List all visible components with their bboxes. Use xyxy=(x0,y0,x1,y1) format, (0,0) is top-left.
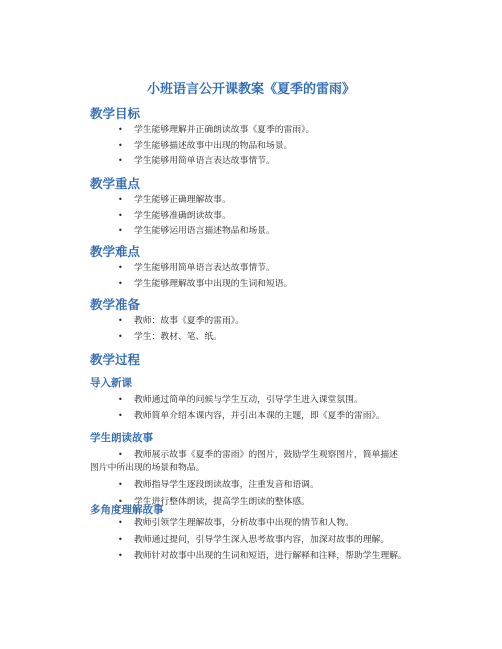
bullet-icon: • xyxy=(118,332,123,341)
bullet-icon: • xyxy=(118,535,123,544)
list-item-text: 学生能够准确朗读故事。 xyxy=(134,211,231,221)
list-item-text: 学生能够理解并正确朗读故事《夏季的雷雨》。 xyxy=(134,125,315,135)
bullet-icon: • xyxy=(118,497,123,506)
list-item-text: 教师简单介绍本课内容，并引出本课的主题，即《夏季的雷雨》。 xyxy=(134,411,385,421)
bullet-icon: • xyxy=(118,226,123,235)
subheading-reading: 学生朗读故事 xyxy=(90,432,153,444)
bullet-icon: • xyxy=(118,551,123,560)
list-item-text: 学生能够用简单语言表达故事情节。 xyxy=(134,263,275,273)
list-item-text: 教师针对故事中出现的生词和短语，进行解释和注释，帮助学生理解。 xyxy=(134,551,407,561)
heading-process: 教学过程 xyxy=(90,352,141,367)
list-item-text: 学生进行整体朗读，提高学生朗读的整体感。 xyxy=(134,497,310,507)
subheading-intro: 导入新课 xyxy=(90,377,132,389)
list-item-text: 学生能够描述故事中出现的物品和场景。 xyxy=(134,141,293,151)
bullet-icon: • xyxy=(118,450,123,459)
bullet-icon: • xyxy=(118,395,123,404)
bullet-icon: • xyxy=(118,279,123,288)
heading-preparation: 教学准备 xyxy=(90,297,141,312)
bullet-icon: • xyxy=(118,263,123,272)
list-item-text: 学生能够运用语言描述物品和场景。 xyxy=(134,226,275,236)
subheading-understanding: 多角度理解故事 xyxy=(90,504,164,516)
list-item-text: 教师展示故事《夏季的雷雨》的图片，鼓励学生观察图片，简单描述 xyxy=(134,450,398,460)
document-title: 小班语言公开课教案《夏季的雷雨》 xyxy=(146,82,355,97)
list-item-text: 教师通过提问，引导学生深入思考故事内容，加深对故事的理解。 xyxy=(134,535,390,545)
bullet-icon: • xyxy=(118,211,123,220)
bullet-icon: • xyxy=(118,195,123,204)
bullet-icon: • xyxy=(118,156,123,165)
list-item-text: 教师：故事《夏季的雷雨》。 xyxy=(134,316,244,326)
heading-keypoints: 教学重点 xyxy=(90,176,141,191)
list-item-text: 教师引领学生理解故事，分析故事中出现的情节和人物。 xyxy=(134,518,354,528)
list-item-text: 学生能够正确理解故事。 xyxy=(134,195,231,205)
bullet-icon: • xyxy=(118,411,123,420)
heading-difficulties: 教学难点 xyxy=(90,244,141,259)
list-item-text: 教师指导学生逐段朗读故事，注重发音和语调。 xyxy=(134,480,319,490)
bullet-icon: • xyxy=(118,480,123,489)
bullet-icon: • xyxy=(118,125,123,134)
bullet-icon: • xyxy=(118,141,123,150)
list-item-text: 学生能够用简单语言表达故事情节。 xyxy=(134,156,275,166)
bullet-icon: • xyxy=(118,316,123,325)
list-item-text-continued: 图片中所出现的场景和物品。 xyxy=(90,463,205,473)
list-item-text: 学生：教材、笔、纸。 xyxy=(134,332,222,342)
list-item-text: 教师通过简单的问候与学生互动，引导学生进入课堂氛围。 xyxy=(134,395,363,405)
heading-goals: 教学目标 xyxy=(90,106,141,121)
list-item-text: 学生能够理解故事中出现的生词和短语。 xyxy=(134,279,293,289)
bullet-icon: • xyxy=(118,518,123,527)
